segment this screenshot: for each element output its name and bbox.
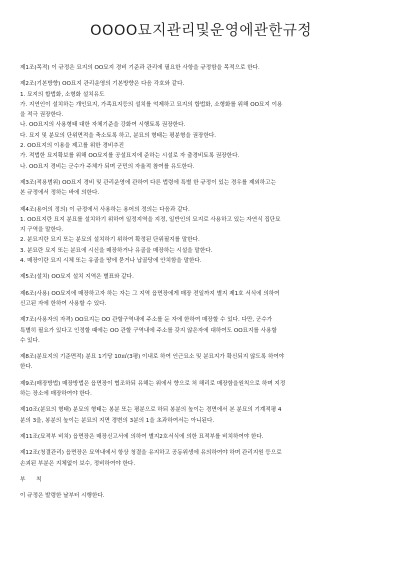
article (20, 272, 382, 282)
article-line: 1. 묘지의 합법화, 소형화 설치유도 (20, 91, 105, 98)
article-line: 가. 지연인이 설치하는 개인묘지, 가족묘지등의 설치를 억제하고 묘지의 합법화, 소형화를 위해 OO묘지 이용 (20, 101, 283, 108)
article-line: 제1조(목적) 이 규정은 묘지의 OO묘지 경비 기준과 관리에 필요한 사항을 규정함을 목적으로 한다. (20, 65, 260, 71)
addendum-text (20, 491, 382, 501)
article-line: 제7조(사용자의 자격) OO묘지는 OO 관할구역내에 주소를 둔 자에 한하여 매장할 수 있다. 다만, 군수가 (20, 317, 273, 324)
article-line: 제12조(청결관리) 읍면장은 묘역내에서 항상 청결을 유지하고 공동위생에 유의하여야 하며 관리지원 등으로 (20, 450, 282, 457)
article (20, 405, 382, 426)
article-line: 하는 장소에 매장하여야 한다. (20, 391, 92, 398)
article-line: 본 규정에서 정하는 바에 의한다. (20, 190, 100, 197)
article-line: 신고된 자에 한하여 사용할 수 있다. (20, 300, 107, 307)
article (20, 79, 382, 172)
article-line: 제3조(적용범위) OO묘지 경비 및 관리운영에 관하여 다른 법령에 특별 한 규정이 있는 경우를 제외하고는 (20, 179, 276, 186)
document-title: OOOO묘지관리및운영에관한규정 (90, 23, 312, 39)
article-line: 다. 묘지 및 분묘의 단위면적을 축소토록 하고, 분묘의 형태는 평분형을 권장한다. (20, 132, 217, 139)
article (20, 289, 382, 310)
article-line: 나. OO묘지 경비는 군수가 주체가 되며 군민의 자율적 참여를 유도한다. (20, 163, 195, 170)
article-line: 제6조(사용) OO묘지에 매장하고자 하는 자는 그 지역 읍면장에게 매장 전일까지 별지 제1호 서식에 의하여 (20, 290, 280, 297)
article-line: 지 구역을 말한다. (20, 227, 64, 234)
addendum-line: 이 규정은 발령한 날부터 시행한다. (20, 493, 105, 500)
article-line: 2. OO묘지의 이용을 제고를 위한 경비추진 (20, 143, 125, 150)
article-line: 3. 분묘란 묘지 또는 분묘에 시신을 매장하거나 유골을 매장하는 시설을 말한다. (20, 247, 213, 254)
article (20, 315, 382, 346)
article-line: 4. 매장이란 묘지 시체 또는 유골을 땅에 묻거나 납골당에 안치함을 말한다. (20, 258, 202, 265)
article (20, 63, 382, 73)
article-line: 제9조(매장방법) 매장방법은 읍면장이 협조하되 유해는 위에서 향으로 처 해리로 매장함을원칙으로 하며 지정 (20, 380, 286, 387)
article-line: 제8조(분묘지의 기준면적) 분묘 1기당 10㎡(3평) 이내로 하여 인근묘소 및 분묘지가 확신되지 않도록 하여야 (20, 354, 285, 361)
article-line: 나. OO묘지의 사용형태 대한 자체기준을 강화여 시행토록 권장한다. (20, 122, 186, 129)
article (20, 178, 382, 199)
article-line: 특별히 필요가 있다고 인정할 때에는 OO 관할 구역내에 주소를 갖지 않은자에 대하여도 OO묘지를 사용할 (20, 327, 277, 334)
article-line: 제5조(설치) OO묘지 설치 지역은 별표와 같다. (20, 274, 134, 281)
article-line: 손괴된 부분은 지체없이 보수, 정비하여야 한다. (20, 460, 136, 467)
article-line: 2. 분묘지란 묘지 또는 분묘의 설치하기 위하여 확정된 단위필지를 말한다. (20, 237, 200, 244)
article-line: 수 있다. (20, 337, 40, 344)
article-line: 을 적극 권장한다. (20, 112, 64, 119)
article (20, 352, 382, 373)
article (20, 205, 382, 267)
article-line: 1. OO묘지란 묘지 분묘를 설치하기 위하여 일정지역을 지정, 일반인의 묘지로 사용하고 있는 자연식 집단묘 (20, 216, 281, 223)
addendum-heading: 부 칙 (20, 476, 42, 483)
article (20, 448, 382, 469)
article (20, 432, 382, 442)
article-line: 한다. (20, 364, 33, 371)
article (20, 379, 382, 400)
article-line: 제2조(기본방향) OO묘지 관리운영의 기본방향은 다음 각호와 같다. (20, 81, 185, 88)
articles-container (20, 63, 382, 469)
article-line: 제10조(분묘의 형태) 분묘의 형태는 봉분 또는 평분으로 하되 봉분의 높이는 경면에서 본 분묘의 기계적평 4 (20, 407, 282, 414)
article-line: 분의 3을, 봉분의 높이는 분묘의 지면 경변의 3분의 1을 초과하여서는 아니된다. (20, 417, 215, 424)
article-line: 제11조(묘적부 비치) 읍면장은 매장신고서에 의하여 별지2호서식에 의한 묘적부를 비치하여야 한다. (20, 433, 264, 440)
article-line: 가. 적법한 묘지확보를 위해 OO묘지를 공설묘지에 준하는 시설로 자 출경비토록 권장한다. (20, 153, 240, 160)
article-line: 제4조(용어의 정의) 이 규정에서 사용하는 용어의 정의는 다음과 같다. (20, 206, 190, 213)
